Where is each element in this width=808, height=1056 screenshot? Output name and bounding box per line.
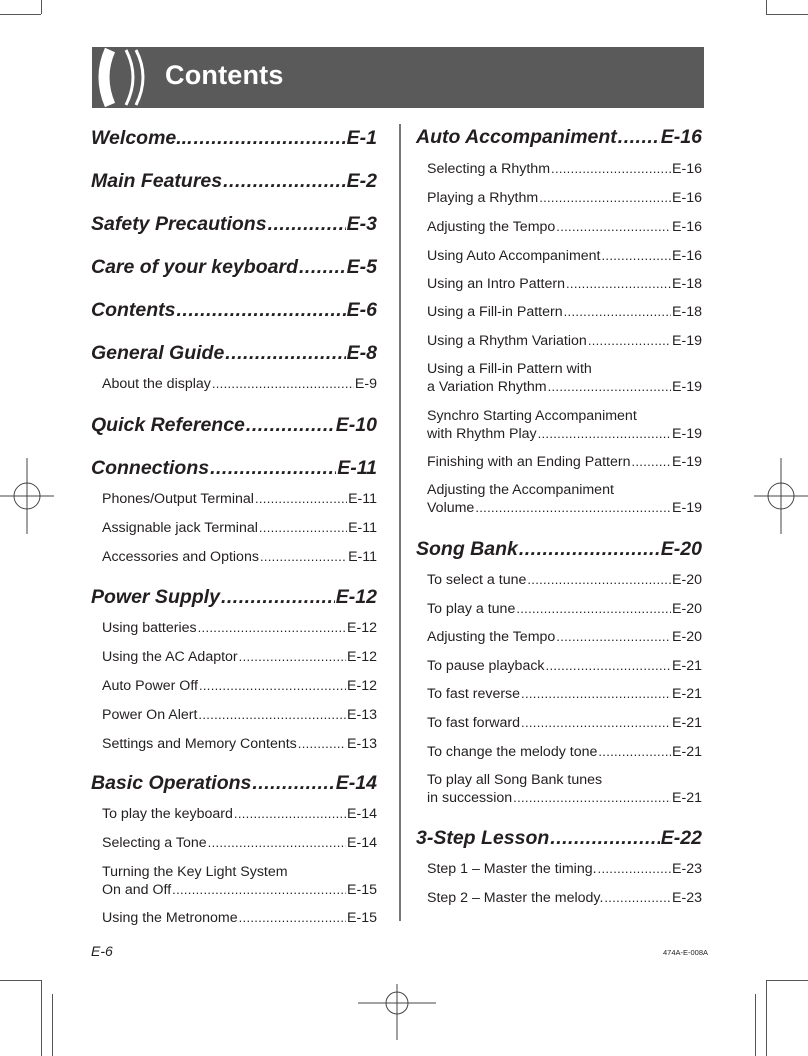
page-ref: E-18 (672, 304, 702, 320)
leader-dots (194, 127, 346, 150)
leader-dots (221, 586, 335, 609)
leader-dots (521, 715, 671, 731)
section-title: Safety Precautions (91, 213, 267, 235)
page-ref: E-19 (672, 426, 702, 442)
section-title: Auto Accompaniment (416, 126, 617, 148)
page-ref: E-15 (347, 882, 377, 898)
page-ref: E-16 (672, 248, 702, 264)
page-ref: E-20 (672, 601, 702, 617)
leader-dots (252, 772, 334, 795)
page-ref: E-21 (672, 715, 702, 731)
item-title: About the display (102, 376, 211, 392)
toc-item[interactable] (102, 491, 377, 507)
toc-item[interactable] (427, 890, 702, 906)
leader-dots (618, 126, 660, 149)
toc-section[interactable] (91, 299, 377, 325)
section-title: Connections (91, 457, 210, 479)
section-title: Power Supply (91, 586, 220, 608)
page-ref: E-3 (346, 213, 377, 235)
leader-dots (255, 491, 347, 507)
item-title: To play a tune (427, 601, 516, 617)
leader-dots (550, 827, 660, 850)
item-title: Using batteries (102, 620, 197, 636)
item-title: Power On Alert (102, 707, 198, 723)
page-ref: E-11 (348, 549, 377, 565)
page-ref: E-11 (337, 457, 377, 479)
page-ref: E-18 (672, 276, 702, 292)
page-ref: E-2 (346, 170, 377, 192)
item-title: Using an Intro Pattern (427, 276, 566, 292)
crop-mark (0, 14, 41, 15)
leader-dots (516, 601, 671, 617)
item-title: Adjusting the Tempo (427, 629, 556, 645)
toc-section[interactable] (91, 256, 377, 282)
page-ref: E-19 (672, 379, 702, 395)
toc-item[interactable] (427, 482, 702, 517)
toc-item[interactable] (427, 629, 702, 645)
leader-dots (198, 620, 346, 636)
page-ref: E-20 (672, 572, 702, 588)
toc-item[interactable] (427, 454, 702, 470)
leader-dots (598, 861, 671, 877)
page-ref: E-19 (672, 333, 702, 349)
toc-item[interactable] (427, 772, 702, 807)
toc-section[interactable] (416, 538, 702, 564)
leader-dots (527, 572, 671, 588)
page-ref: E-8 (346, 342, 377, 364)
page-ref: E-11 (348, 491, 377, 507)
item-title-line1: Synchro Starting Accompaniment (427, 408, 637, 424)
leader-dots (259, 520, 347, 536)
page-ref: E-14 (347, 835, 377, 851)
toc-item[interactable] (427, 276, 702, 292)
leader-dots (260, 549, 347, 565)
page-ref: E-20 (660, 538, 702, 560)
page-ref: E-15 (347, 910, 377, 926)
page-ref: E-22 (660, 827, 702, 849)
leader-dots (538, 425, 671, 443)
crop-mark (41, 980, 42, 1056)
toc-section[interactable] (91, 414, 377, 440)
toc-item[interactable] (102, 520, 377, 536)
crop-mark (755, 994, 756, 1056)
item-title: To pause playback (427, 658, 545, 674)
item-title: Using a Fill-in Pattern (427, 304, 563, 320)
crop-mark (766, 980, 808, 981)
page-ref: E-11 (348, 520, 377, 536)
toc-section[interactable] (91, 586, 377, 612)
section-title: Song Bank (416, 538, 518, 560)
leader-dots (239, 910, 346, 926)
item-title: To change the melody tone (427, 744, 598, 760)
page-ref: E-21 (672, 686, 702, 702)
toc-item[interactable] (427, 219, 702, 235)
page-ref: E-10 (335, 414, 377, 436)
toc-item[interactable] (427, 744, 702, 760)
section-title: Welcome... (91, 127, 193, 149)
page-ref: E-5 (346, 256, 377, 278)
section-title: Contents (91, 299, 176, 321)
toc-section[interactable] (91, 342, 377, 368)
toc-item[interactable] (427, 248, 702, 264)
item-title: Using a Rhythm Variation (427, 333, 587, 349)
toc-section[interactable] (91, 170, 377, 196)
leader-dots (588, 333, 671, 349)
page-ref: E-21 (672, 790, 702, 806)
item-title-line1: Adjusting the Accompaniment (427, 482, 614, 498)
page-ref: E-14 (335, 772, 377, 794)
registration-mark-right (752, 458, 808, 534)
section-title: Care of your keyboard (91, 256, 298, 278)
leader-dots (223, 170, 346, 193)
toc-item[interactable] (102, 707, 377, 723)
item-title: Assignable jack Terminal (102, 520, 258, 536)
leader-dots (564, 304, 671, 320)
leader-dots (298, 736, 346, 752)
toc-item[interactable] (102, 736, 377, 752)
bracket-emblem (92, 47, 156, 108)
item-title: To play the keyboard (102, 806, 233, 822)
leader-dots (546, 658, 672, 674)
toc-item[interactable] (427, 601, 702, 617)
item-title: To select a tune (427, 572, 527, 588)
leader-dots (521, 686, 671, 702)
toc-item[interactable] (427, 333, 702, 349)
toc-item[interactable] (427, 361, 702, 396)
page-ref: E-16 (672, 161, 702, 177)
page-ref: E-12 (347, 649, 377, 665)
page-ref: E-19 (672, 500, 702, 516)
toc-section[interactable] (416, 827, 702, 853)
item-title: Playing a Rhythm (427, 190, 539, 206)
leader-dots (210, 457, 336, 480)
toc-section[interactable] (91, 213, 377, 239)
toc-item[interactable] (102, 806, 377, 822)
toc-item[interactable] (427, 658, 702, 674)
crop-mark (766, 980, 767, 1056)
item-title-line1: Using a Fill-in Pattern with (427, 361, 592, 377)
leader-dots (631, 454, 671, 470)
leader-dots (212, 376, 354, 392)
leader-dots (172, 881, 346, 899)
page-ref: E-13 (347, 736, 377, 752)
section-title: 3-Step Lesson (416, 827, 550, 849)
toc-item[interactable] (427, 161, 702, 177)
leader-dots (513, 789, 671, 807)
leader-dots (604, 890, 671, 906)
item-title: Step 2 – Master the melody. (427, 890, 604, 906)
toc-item[interactable] (102, 649, 377, 665)
section-title: Quick Reference (91, 414, 245, 436)
page-ref: E-14 (347, 806, 377, 822)
page-ref: E-12 (347, 678, 377, 694)
page-ref: E-9 (354, 376, 377, 392)
leader-dots (198, 707, 346, 723)
toc-section[interactable] (91, 127, 377, 153)
toc-section[interactable] (91, 772, 377, 798)
leader-dots (551, 161, 671, 177)
leader-dots (566, 276, 671, 292)
leader-dots (548, 378, 671, 396)
toc-item[interactable] (427, 715, 702, 731)
section-title: Basic Operations (91, 772, 252, 794)
leader-dots (246, 414, 335, 437)
crop-mark (52, 994, 53, 1056)
column-divider (399, 124, 401, 921)
crop-mark (766, 0, 767, 14)
toc-item[interactable] (102, 620, 377, 636)
page-ref: E-12 (347, 620, 377, 636)
leader-dots (598, 744, 671, 760)
leader-dots (475, 499, 671, 517)
registration-mark-bottom (358, 984, 436, 1040)
section-title: General Guide (91, 342, 225, 364)
page-ref: E-6 (346, 299, 377, 321)
contents-header-bar (92, 47, 704, 108)
toc-section[interactable] (91, 457, 377, 483)
leader-dots (177, 299, 346, 322)
item-title: To fast forward (427, 715, 521, 731)
leader-dots (299, 256, 346, 279)
page-ref: E-21 (672, 744, 702, 760)
item-title: Using the Metronome (102, 910, 238, 926)
page-ref: E-21 (672, 658, 702, 674)
leader-dots (602, 248, 672, 264)
page-ref: E-23 (672, 861, 702, 877)
registration-mark-left (0, 458, 56, 534)
toc-section[interactable] (416, 126, 702, 152)
item-title: Accessories and Options (102, 549, 259, 565)
page-ref: E-23 (672, 890, 702, 906)
item-title: with Rhythm Play (427, 426, 537, 442)
page-ref: E-1 (346, 127, 377, 149)
toc-item[interactable] (427, 408, 702, 443)
page-ref: E-16 (660, 126, 702, 148)
leader-dots (519, 538, 660, 561)
item-title: Volume (427, 500, 475, 516)
toc-item[interactable] (102, 678, 377, 694)
toc-item[interactable] (427, 190, 702, 206)
item-title: Phones/Output Terminal (102, 491, 254, 507)
toc-item[interactable] (427, 572, 702, 588)
page-number: E-6 (91, 943, 113, 959)
page-ref: E-20 (672, 629, 702, 645)
item-title: Adjusting the Tempo (427, 219, 556, 235)
item-title-line1: To play all Song Bank tunes (427, 772, 603, 788)
crop-mark (766, 14, 808, 15)
toc-item[interactable] (427, 304, 702, 320)
page-ref: E-16 (672, 190, 702, 206)
leader-dots (239, 649, 346, 665)
item-title: a Variation Rhythm (427, 379, 547, 395)
item-title: Using Auto Accompaniment (427, 248, 601, 264)
toc-item[interactable] (102, 376, 377, 392)
item-title: Selecting a Tone (102, 835, 207, 851)
item-title: Finishing with an Ending Pattern (427, 454, 631, 470)
toc-item[interactable] (102, 835, 377, 851)
item-title: Selecting a Rhythm (427, 161, 551, 177)
section-title: Main Features (91, 170, 223, 192)
item-title: Auto Power Off (102, 678, 198, 694)
toc-item[interactable] (102, 910, 377, 926)
page-ref: E-12 (335, 586, 377, 608)
crop-mark (0, 980, 41, 981)
item-title: in succession (427, 790, 513, 806)
toc-item[interactable] (102, 549, 377, 565)
item-title: On and Off (102, 882, 172, 898)
item-title: Using the AC Adaptor (102, 649, 238, 665)
leader-dots (199, 678, 346, 694)
toc-item[interactable] (427, 686, 702, 702)
leader-dots (539, 190, 671, 206)
leader-dots (556, 219, 671, 235)
toc-item[interactable] (427, 861, 702, 877)
page-title: Contents (165, 60, 284, 90)
crop-mark (41, 0, 42, 14)
page-ref: E-13 (347, 707, 377, 723)
page-ref: E-19 (672, 454, 702, 470)
leader-dots (234, 806, 346, 822)
item-title: Settings and Memory Contents (102, 736, 297, 752)
leader-dots (225, 342, 345, 365)
leader-dots (208, 835, 346, 851)
leader-dots (556, 629, 671, 645)
page-ref: E-16 (672, 219, 702, 235)
item-title: To fast reverse (427, 686, 521, 702)
item-title-line1: Turning the Key Light System (102, 864, 288, 880)
leader-dots (268, 213, 346, 236)
item-title: Step 1 – Master the timing. (427, 861, 597, 877)
document-code: 474A-E-008A (663, 948, 709, 957)
toc-item[interactable] (102, 864, 377, 899)
